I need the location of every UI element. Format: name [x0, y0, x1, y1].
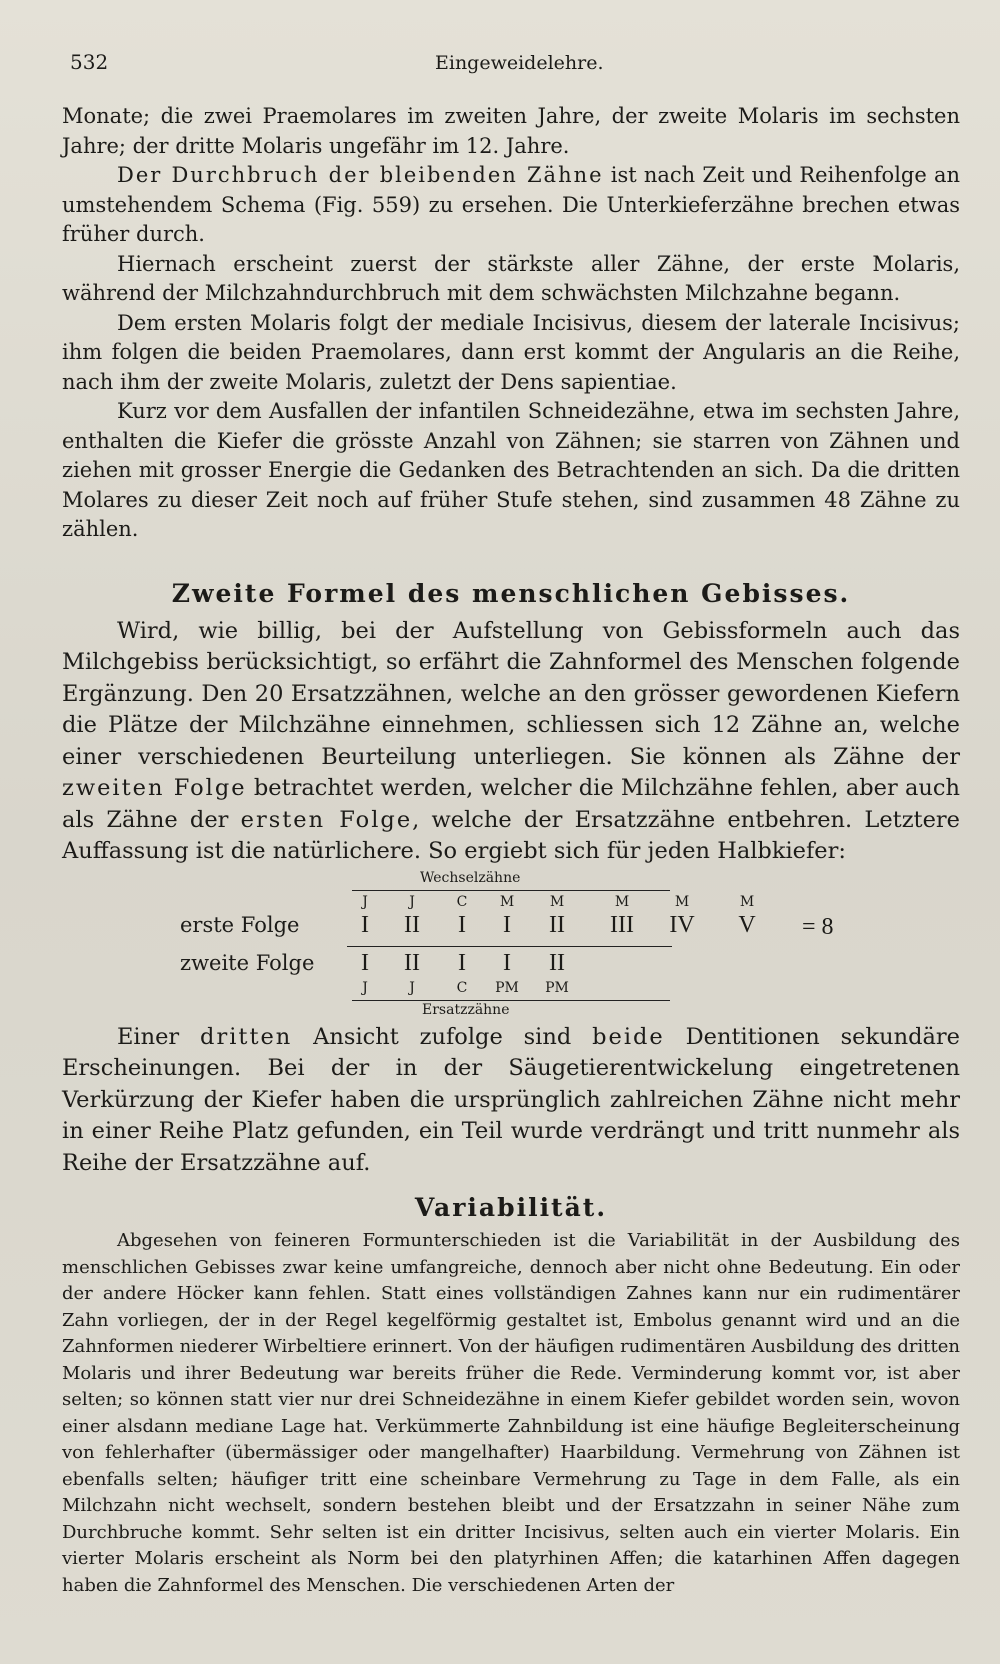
- running-head: Eingeweidelehre.: [435, 52, 604, 74]
- paragraph: [62, 161, 960, 250]
- formula-numeral: I: [503, 911, 511, 938]
- formula-subscript: C: [456, 979, 468, 996]
- formula-superscript: M: [674, 893, 690, 910]
- text-run: Wird, wie billig, bei der Aufstellung von Gebissformeln auch das Milchgebiss berücksichtigt, so erfährt die Zahnformel des Menschen folgende Ergänzung. Den 20 Ersatzzähnen, welche an den grösser gewordenen Kiefern die Plätze der Milchzähne einnehmen, schliessen sich 12 Zähne an, welche einer verschiedenen Beurteilung unterliegen. Sie können als Zähne der: [62, 617, 960, 770]
- text-run: betrachtet werden, welcher die Milchzähne fehlen, aber auch als Zähne der: [62, 775, 960, 833]
- emphasis: zweiten Folge: [62, 775, 247, 801]
- page-body: [62, 102, 960, 1599]
- formula-numeral: V: [738, 911, 756, 938]
- formula-top-caption: Wechselzähne: [420, 869, 521, 886]
- formula-numeral: I: [458, 949, 466, 976]
- formula-subscript: J: [362, 979, 368, 996]
- formula-subscript: J: [409, 979, 415, 996]
- paragraph: Abgesehen von feineren Formunterschieden ist die Variabilität in der Ausbildung des menschlichen Gebisses zwar keine umfangreiche, dennoch aber nicht ohne Bedeutung. Ein oder der andere Höcker kann fehlen. Statt eines vollständigen Zahnes kann nur ein rudimentärer Zahn vorliegen, der in der Regel kegelförmig gestaltet ist, Embolus genannt wird und an die Zahnformen niederer Wirbeltiere erinnert. Von der häufigen rudimentären Ausbildung des dritten Molaris und ihrer Bedeutung war bereits früher die Rede. Verminderung kommt vor, ist aber selten; so können statt vier nur drei Schneidezähne in einem Kiefer gebildet worden sein, wovon einer alsdann mediane Lage hat. Verkümmerte Zahnbildung ist eine häufige Begleiterscheinung von fehlerhafter (übermässiger oder mangelhafter) Haarbildung. Vermehrung von Zähnen ist ebenfalls selten; häufiger tritt eine scheinbare Vermehrung zu Tage in dem Falle, als ein Milchzahn nicht wechselt, sondern bestehen bleibt und der Ersatzzahn in seiner Nähe zum Durchbruche kommt. Sehr selten ist ein dritter Incisivus, selten auch ein vierter Molaris. Ein vierter Molaris erscheint als Norm bei den platyrhinen Affen; die katarhinen Affen dagegen haben die Zahnformel des Menschen. Die verschiedenen Arten der: [62, 1230, 960, 1596]
- paragraph: Dem ersten Molaris folgt der mediale Incisivus, diesem der laterale Incisivus; ihm folgen die beiden Praemolares, dann erst kommt der Angularis an die Reihe, nach ihm der zweite Molaris, zuletzt der Dens sapientiae.: [62, 310, 960, 394]
- variability-section: [62, 1228, 960, 1599]
- paragraph: Monate; die zwei Praemolares im zweiten Jahre, der zweite Molaris im sechsten Jahre; der dritte Molaris ungefähr im 12. Jahre.: [62, 104, 960, 158]
- formula-subscript: PM: [545, 979, 569, 996]
- formula-numeral: II: [404, 911, 420, 938]
- emphasis: dritten: [200, 1023, 293, 1050]
- paragraph: Hiernach erscheint zuerst der stärkste aller Zähne, der erste Molaris, während der Milchzahndurchbruch mit dem schwächsten Milchzahne begann.: [62, 251, 960, 305]
- formula-numeral: II: [549, 949, 565, 976]
- text-run: Ansicht zufolge sind: [292, 1023, 593, 1050]
- formula-numeral: I: [503, 949, 511, 976]
- section-heading: Zweite Formel des menschlichen Gebisses.: [171, 578, 851, 608]
- paragraph: [62, 1022, 960, 1180]
- page-number: 532: [70, 50, 109, 74]
- text-run: Einer: [117, 1023, 201, 1050]
- formula-superscript: M: [739, 893, 755, 910]
- text-run: ist nach Zeit und Reihenfolge an umstehendem Schema (Fig. 559) zu ersehen. Die Unterkieferzähne brechen etwas früher durch.: [62, 163, 960, 246]
- emphasis: ersten Folge: [240, 806, 413, 833]
- third-view-section: [62, 1022, 960, 1180]
- formula-bottom-caption: Ersatzzähne: [422, 1001, 510, 1018]
- text-run: , welche der Ersatzzähne entbehren. Letztere Auffassung ist die natürlichere. So ergiebt sich für jeden Halbkiefer:: [62, 806, 960, 864]
- formula-numeral: II: [549, 911, 565, 938]
- formula-row-label: erste Folge: [180, 912, 300, 937]
- formula-brace-top: [352, 890, 670, 891]
- formula-superscript: M: [614, 893, 630, 910]
- formula-superscript: J: [409, 893, 415, 910]
- tooth-formula: [62, 868, 960, 1018]
- formula-row-label: zweite Folge: [180, 950, 315, 975]
- formula-section: [62, 616, 960, 868]
- emphasis: beide: [592, 1023, 665, 1050]
- text-run: Dentitionen sekundäre Erscheinungen. Bei der in der Säugetierentwickelung eingetretenen Verkürzung der Kiefer haben die ursprünglich zahlreichen Zähne nicht mehr in einer Reihe Platz gefunden, ein Teil wurde verdrängt und tritt nunmehr als Reihe der Ersatzzähne auf.: [62, 1023, 960, 1176]
- formula-total: = 8: [802, 913, 834, 940]
- formula-numeral: I: [361, 949, 369, 976]
- formula-brace-bottom: [352, 1000, 670, 1001]
- emphasis: Der Durchbruch der bleibenden Zähne: [117, 163, 604, 187]
- page-header: [70, 50, 940, 80]
- formula-numeral: I: [458, 911, 466, 938]
- paragraph: Kurz vor dem Ausfallen der infantilen Schneidezähne, etwa im sechsten Jahre, enthalten die Kiefer die grösste Anzahl von Zähnen; sie starren von Zähnen und ziehen mit grosser Energie die Gedanken des Betrachtenden an sich. Da die dritten Molares zu dieser Zeit noch auf früher Stufe stehen, sind zusammen 48 Zähne zu zählen.: [62, 399, 960, 541]
- formula-superscript: C: [456, 893, 468, 910]
- formula-superscript: M: [499, 893, 515, 910]
- formula-numeral: I: [361, 911, 369, 938]
- formula-superscript: M: [549, 893, 565, 910]
- intro-section: [62, 102, 960, 545]
- section-heading: Variabilität.: [414, 1193, 608, 1222]
- formula-subscript: PM: [495, 979, 519, 996]
- formula-superscript: J: [362, 893, 368, 910]
- formula-numeral: II: [404, 949, 420, 976]
- formula-numeral: IV: [669, 911, 695, 938]
- formula-numeral: III: [610, 911, 634, 938]
- formula-separator: [347, 946, 672, 947]
- paragraph: [62, 616, 960, 868]
